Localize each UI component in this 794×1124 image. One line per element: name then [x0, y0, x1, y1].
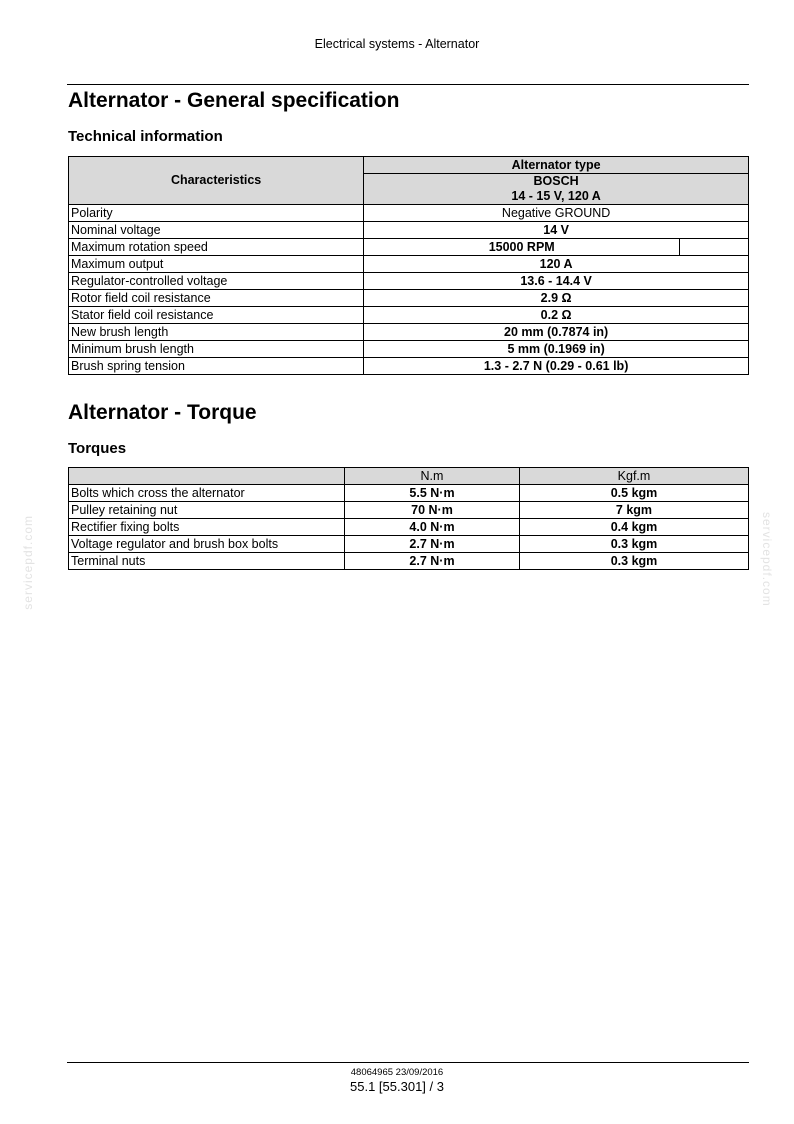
- torque-header-blank: [69, 468, 345, 485]
- row-label: Stator field coil resistance: [69, 307, 364, 324]
- table-row: [69, 273, 749, 290]
- row-label: Bolts which cross the alternator: [69, 485, 345, 502]
- row-nm: 4.0 N·m: [345, 519, 520, 536]
- row-label: Maximum output: [69, 256, 364, 273]
- row-label: Minimum brush length: [69, 341, 364, 358]
- row-kgfm: 7 kgm: [520, 502, 749, 519]
- row-nm: 2.7 N·m: [345, 553, 520, 570]
- row-label: Rectifier fixing bolts: [69, 519, 345, 536]
- top-divider: [67, 84, 749, 85]
- row-value: Negative GROUND: [364, 205, 749, 222]
- technical-information-table: [68, 156, 749, 375]
- table-row: [69, 536, 749, 553]
- row-nm: 2.7 N·m: [345, 536, 520, 553]
- row-label: Terminal nuts: [69, 553, 345, 570]
- row-label: Pulley retaining nut: [69, 502, 345, 519]
- alternator-rating: 14 - 15 V, 120 A: [511, 189, 601, 203]
- table-row: [69, 324, 749, 341]
- section-title-torque: Alternator - Torque: [68, 401, 257, 424]
- row-label: Polarity: [69, 205, 364, 222]
- row-value: 120 A: [364, 256, 749, 273]
- table-row: [69, 239, 749, 256]
- table-row: [69, 553, 749, 570]
- table-row: [69, 519, 749, 536]
- row-label: Voltage regulator and brush box bolts: [69, 536, 345, 553]
- watermark-right: servicepdf.com: [760, 512, 774, 607]
- row-kgfm: 0.3 kgm: [520, 553, 749, 570]
- table-row: [69, 205, 749, 222]
- section-title-general-specification: Alternator - General specification: [68, 89, 400, 112]
- page-reference: 55.1 [55.301] / 3: [350, 1079, 444, 1094]
- row-kgfm: 0.5 kgm: [520, 485, 749, 502]
- torque-header-kgfm: Kgf.m: [520, 468, 749, 485]
- row-kgfm: 0.4 kgm: [520, 519, 749, 536]
- row-label: Regulator-controlled voltage: [69, 273, 364, 290]
- row-nm: 5.5 N·m: [345, 485, 520, 502]
- row-value: 0.2 Ω: [364, 307, 749, 324]
- torque-header-nm: N.m: [345, 468, 520, 485]
- running-header: Electrical systems - Alternator: [314, 37, 480, 51]
- table-row: [69, 222, 749, 239]
- row-label: Rotor field coil resistance: [69, 290, 364, 307]
- row-value: 20 mm (0.7874 in): [364, 324, 749, 341]
- row-value: 2.9 Ω: [364, 290, 749, 307]
- table-row: [69, 307, 749, 324]
- row-value: 1.3 - 2.7 N (0.29 - 0.61 lb): [364, 358, 749, 375]
- row-kgfm: 0.3 kgm: [520, 536, 749, 553]
- torques-table: [68, 467, 749, 570]
- table-row: [69, 341, 749, 358]
- subsection-title-technical-information: Technical information: [68, 128, 223, 145]
- row-value: 13.6 - 14.4 V: [364, 273, 749, 290]
- characteristics-header: Characteristics: [69, 157, 364, 205]
- bottom-divider: [67, 1062, 749, 1063]
- row-label: Maximum rotation speed: [69, 239, 364, 256]
- row-label: Nominal voltage: [69, 222, 364, 239]
- alternator-type-header: Alternator type: [364, 157, 749, 174]
- table-row: [69, 358, 749, 375]
- empty-cell: [680, 239, 749, 256]
- alternator-brand: BOSCH: [533, 174, 579, 188]
- alternator-type-spec: [364, 174, 749, 205]
- table-row: [69, 290, 749, 307]
- table-row: [69, 256, 749, 273]
- subsection-title-torques: Torques: [68, 440, 127, 457]
- row-value: 14 V: [364, 222, 749, 239]
- table-row: [69, 485, 749, 502]
- row-nm: 70 N·m: [345, 502, 520, 519]
- row-label: New brush length: [69, 324, 364, 341]
- document-id: 48064965 23/09/2016: [350, 1067, 444, 1078]
- row-value: 5 mm (0.1969 in): [364, 341, 749, 358]
- table-row: [69, 502, 749, 519]
- row-label: Brush spring tension: [69, 358, 364, 375]
- row-value: 15000 RPM: [364, 239, 680, 256]
- watermark-left: servicepdf.com: [21, 515, 35, 610]
